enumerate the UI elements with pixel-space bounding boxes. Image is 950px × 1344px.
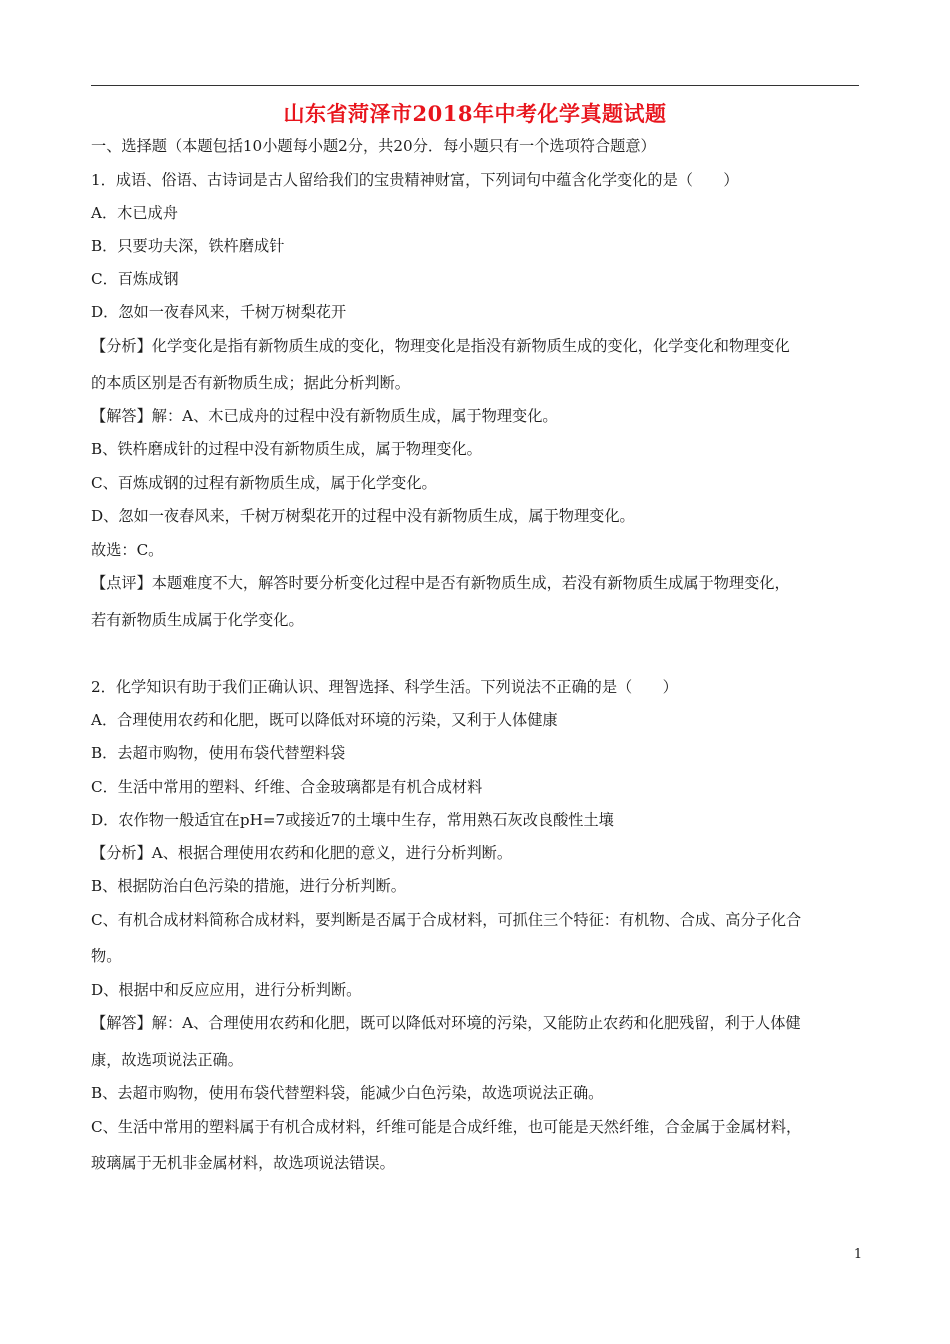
question-2-option-a: A．合理使用农药和化肥，既可以降低对环境的污染，又利于人体健康: [91, 711, 558, 729]
question-2-option-b: B．去超市购物，使用布袋代替塑料袋: [91, 744, 346, 762]
question-1-answer: 【解答】解：A、木已成舟的过程中没有新物质生成，属于物理变化。: [91, 407, 558, 425]
question-1-option-c: C．百炼成钢: [91, 270, 179, 288]
question-1-stem: 1．成语、俗语、古诗词是古人留给我们的宝贵精神财富，下列词句中蕴含化学变化的是（ ）: [91, 171, 739, 189]
question-2-analysis-d: D、根据中和反应应用，进行分析判断。: [91, 981, 362, 999]
question-1-option-d: D．忽如一夜春风来，千树万树梨花开: [91, 303, 347, 321]
question-2-analysis-c-cont: 物。: [91, 947, 122, 965]
question-1-comment: 【点评】本题难度不大，解答时要分析变化过程中是否有新物质生成，若没有新物质生成属于物理变化，: [91, 574, 790, 592]
question-2-analysis-a: 【分析】A、根据合理使用农药和化肥的意义，进行分析判断。: [91, 844, 513, 862]
question-1-comment-cont: 若有新物质生成属于化学变化。: [91, 611, 304, 629]
question-1-analysis: 【分析】化学变化是指有新物质生成的变化，物理变化是指没有新物质生成的变化，化学变化和物理变化: [91, 337, 790, 355]
question-1-answer-d: D、忽如一夜春风来，千树万树梨花开的过程中没有新物质生成，属于物理变化。: [91, 507, 635, 525]
page-number: 1: [853, 1247, 863, 1262]
question-2-analysis-c: C、有机合成材料简称合成材料，要判断是否属于合成材料，可抓住三个特征：有机物、合成、高分子化合: [91, 911, 802, 929]
question-2-analysis-b: B、根据防治白色污染的措施，进行分析判断。: [91, 877, 406, 895]
question-1-choice: 故选：C。: [91, 541, 164, 559]
document-title: 山东省菏泽市2018年中考化学真题试题: [283, 101, 667, 126]
question-1-answer-c: C、百炼成钢的过程有新物质生成，属于化学变化。: [91, 474, 437, 492]
question-2-answer-a-cont: 康，故选项说法正确。: [91, 1051, 243, 1069]
section-heading: 一、选择题（本题包括10小题每小题2分，共20分．每小题只有一个选项符合题意）: [91, 137, 656, 155]
question-2-answer-c: C、生活中常用的塑料属于有机合成材料，纤维可能是合成纤维，也可能是天然纤维，合金属于金属材料，: [91, 1118, 802, 1136]
header-rule: [91, 85, 859, 86]
question-1-option-b: B．只要功夫深，铁杵磨成针: [91, 237, 285, 255]
question-2-answer-c-cont: 玻璃属于无机非金属材料，故选项说法错误。: [91, 1154, 395, 1172]
question-2-stem: 2．化学知识有助于我们正确认识、理智选择、科学生活。下列说法不正确的是（ ）: [91, 678, 678, 696]
question-2-option-d: D．农作物一般适宜在pH=7或接近7的土壤中生存，常用熟石灰改良酸性土壤: [91, 811, 614, 829]
question-1-option-a: A．木已成舟: [91, 204, 178, 222]
question-2-option-c: C．生活中常用的塑料、纤维、合金玻璃都是有机合成材料: [91, 778, 483, 796]
question-2-answer-b: B、去超市购物，使用布袋代替塑料袋，能减少白色污染，故选项说法正确。: [91, 1084, 604, 1102]
question-1-answer-b: B、铁杵磨成针的过程中没有新物质生成，属于物理变化。: [91, 440, 482, 458]
question-2-answer-a: 【解答】解：A、合理使用农药和化肥，既可以降低对环境的污染，又能防止农药和化肥残留，利于人体健: [91, 1014, 801, 1032]
question-1-analysis-cont: 的本质区别是否有新物质生成；据此分析判断。: [91, 374, 410, 392]
